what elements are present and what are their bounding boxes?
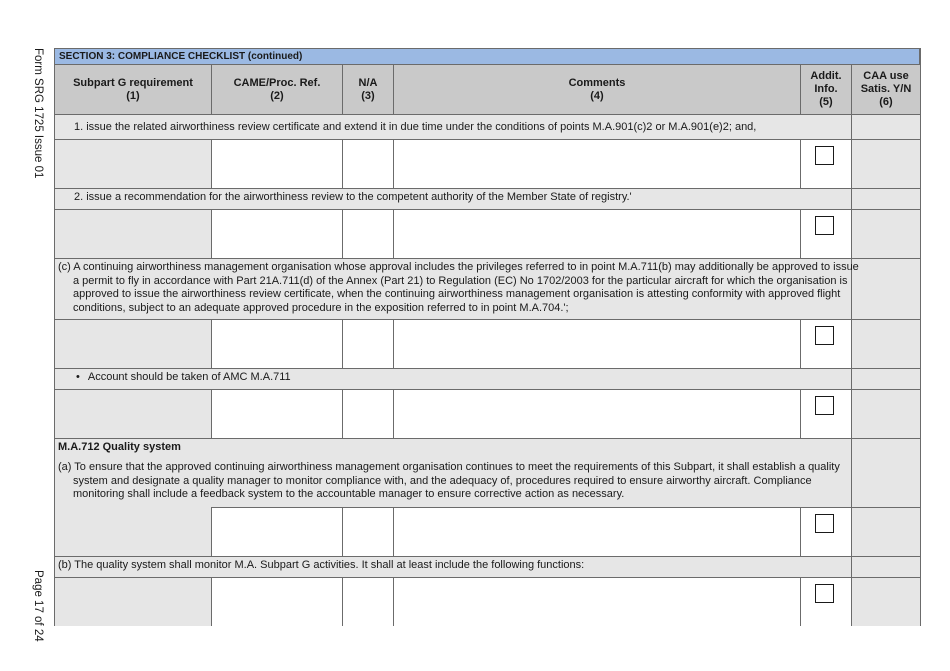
header-comments: Comments (4) xyxy=(393,65,800,115)
requirement-text: (b) The quality system shall monitor M.A. Subpart G activities. It shall at least include the following functions: xyxy=(58,559,585,571)
additional-info-checkbox[interactable] xyxy=(815,146,834,165)
entry-row xyxy=(211,209,851,258)
header-additional-info: Addit. Info. (5) xyxy=(800,65,851,115)
form-reference: Form SRG 1725 Issue 01 xyxy=(32,48,44,179)
requirement-text: (c) A continuing airworthiness management organisation whose approval includes the privileges referred to in point M.A.711(b) may additionally be approved to issue a permit to fly in accordance with Part 21A.711(d) of the Annex (Part 21) to Regulation (EC) No 1702/2003 for the particular aircraft for which the organisation is approved to issue the airworthiness review certificate, when the continuing airworthiness management organisation is attesting conformity with approved flight conditions, subject to an adequate approved procedure in the exposition referred to in point M.A.704.'; xyxy=(58,261,859,314)
caa-column-bg xyxy=(851,115,920,626)
requirement-text: 2. issue a recommendation for the airworthiness review to the competent authority of the Member State of registry.' xyxy=(74,191,632,203)
header-caa-use: CAA use Satis. Y/N (6) xyxy=(851,65,920,115)
compliance-checklist-form xyxy=(54,48,921,626)
additional-info-checkbox[interactable] xyxy=(815,396,834,415)
header-na: N/A (3) xyxy=(342,65,393,115)
section-title: SECTION 3: COMPLIANCE CHECKLIST (continued) xyxy=(54,48,920,65)
requirement-text: 1. issue the related airworthiness review certificate and extend it in due time under the conditions of points M.A.901(c)2 or M.A.901(e)2; and, xyxy=(74,121,757,133)
page-number: Page 17 of 24 xyxy=(32,570,44,642)
header-came-proc-ref: CAME/Proc. Ref. (2) xyxy=(211,65,342,115)
additional-info-checkbox[interactable] xyxy=(815,514,834,533)
entry-row xyxy=(211,577,851,626)
requirement-bullet: • Account should be taken of AMC M.A.711 xyxy=(72,371,860,385)
additional-info-checkbox[interactable] xyxy=(815,216,834,235)
header-subpart-g-requirement: Subpart G requirement (1) xyxy=(54,65,211,115)
additional-info-checkbox[interactable] xyxy=(815,326,834,345)
entry-row xyxy=(211,139,851,188)
entry-row xyxy=(211,507,851,556)
additional-info-checkbox[interactable] xyxy=(815,584,834,603)
section-heading-quality-system: M.A.712 Quality system xyxy=(58,441,181,453)
entry-row xyxy=(211,319,851,368)
requirement-text: (a) To ensure that the approved continuing airworthiness management organisation continues to meet the requirements of this Subpart, it shall establish a quality system and designate a quality manager to monitor compliance with, and the adequacy of, procedures required to ensure airworthy aircraft. Compliance monitoring shall include a feedback system to the accountable manager to ensure corrective action as necessary. xyxy=(58,461,840,500)
entry-row xyxy=(211,389,851,438)
